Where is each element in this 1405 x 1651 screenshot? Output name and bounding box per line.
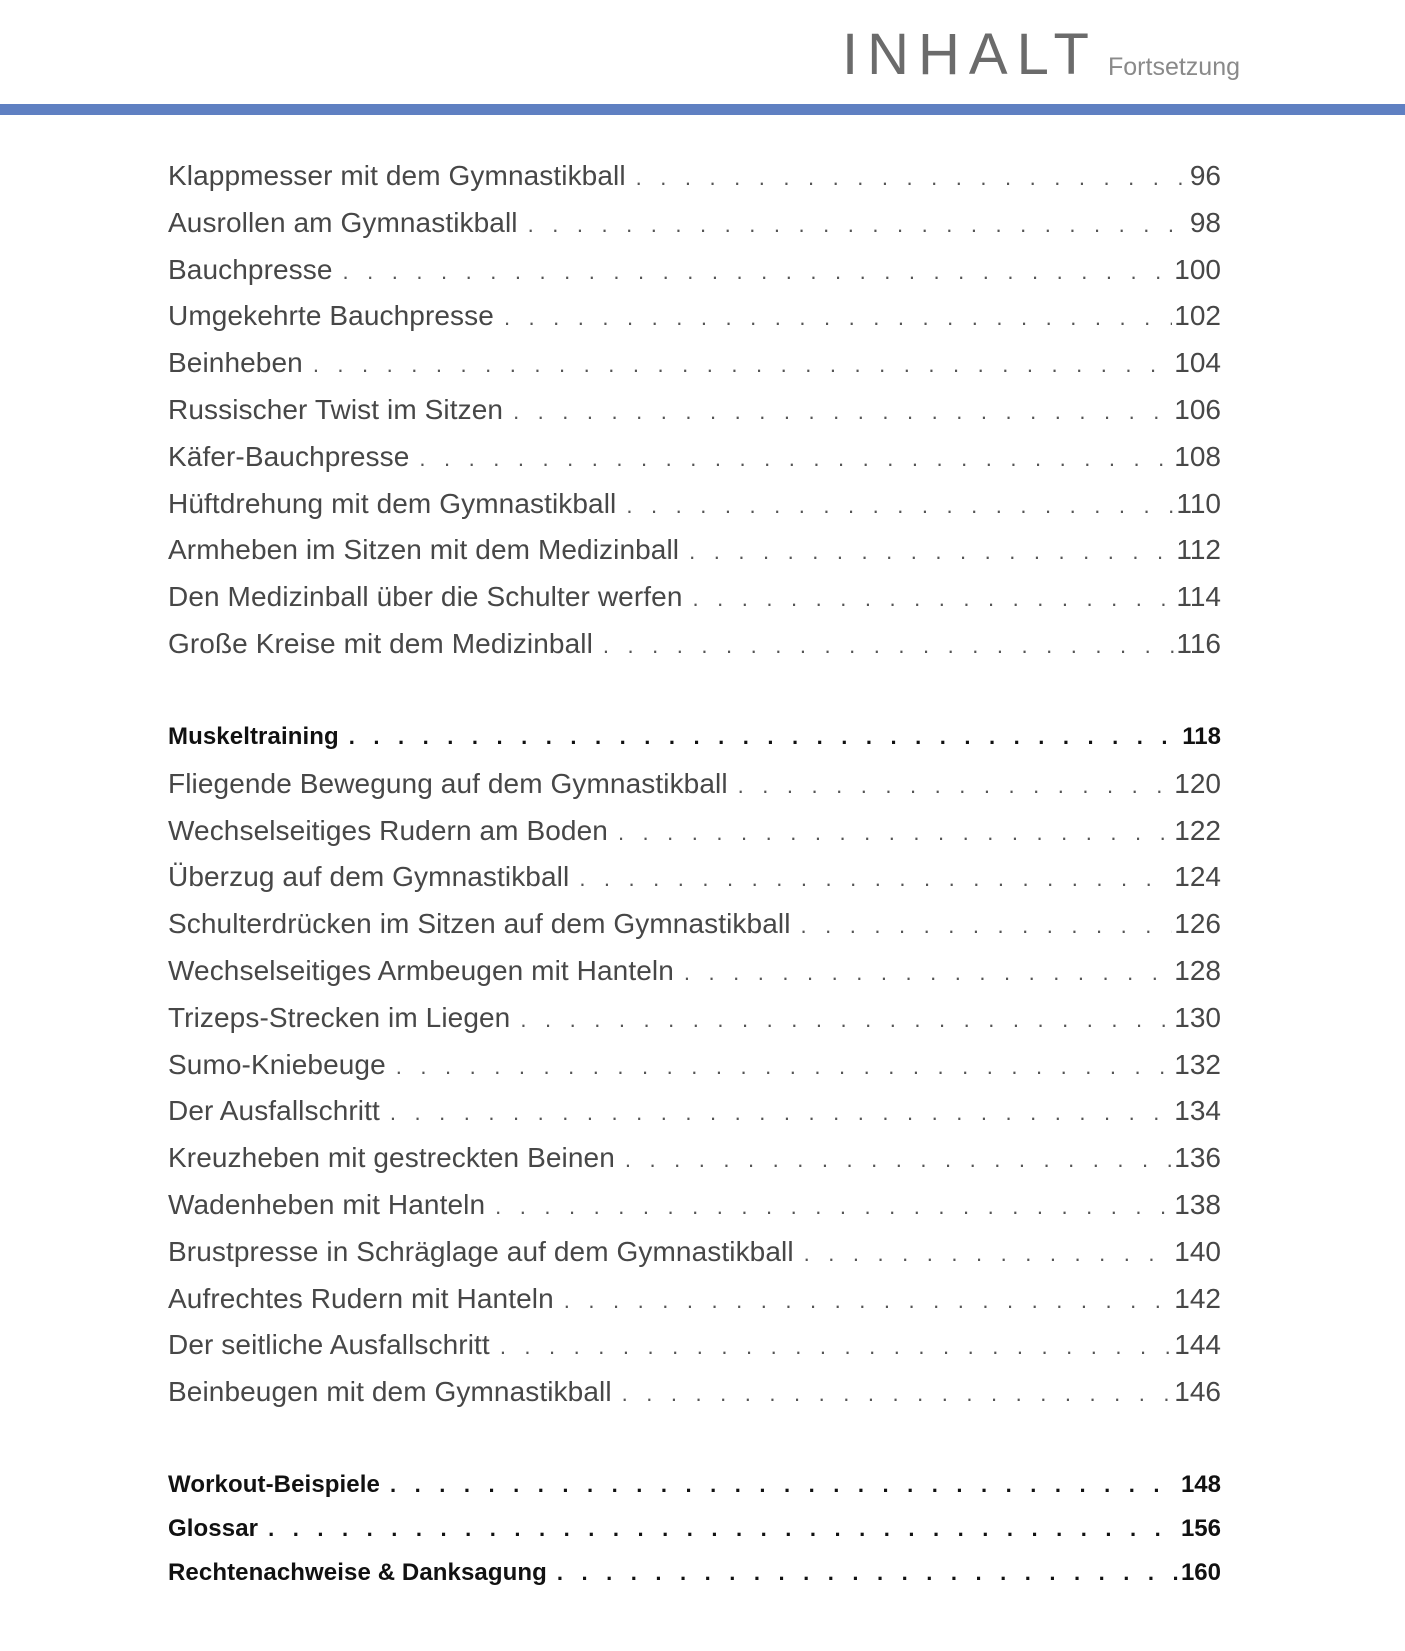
toc-entry-title: Wechselseitiges Rudern am Boden — [168, 814, 608, 846]
toc-leader-dots — [684, 960, 1172, 986]
toc-entry-title: Hüftdrehung mit dem Gymnastikball — [168, 487, 617, 519]
toc-heading-page: 118 — [1182, 722, 1221, 750]
table-of-contents — [168, 160, 1221, 1651]
toc-heading-title: Workout-Beispiele — [168, 1470, 380, 1498]
toc-entry[interactable] — [168, 1283, 1221, 1330]
toc-leader-dots — [313, 352, 1172, 378]
toc-entry-title: Trizeps-Strecken im Liegen — [168, 1001, 511, 1033]
toc-entry[interactable] — [168, 534, 1221, 581]
toc-entry-title: Armheben im Sitzen mit dem Medizinball — [168, 534, 680, 566]
toc-leader-dots — [419, 446, 1172, 472]
toc-entry-page: 126 — [1174, 908, 1221, 940]
header-rule — [0, 104, 1405, 115]
toc-entry[interactable] — [168, 207, 1221, 254]
toc-entry[interactable] — [168, 1189, 1221, 1236]
toc-entry-title: Bauchpresse — [168, 253, 333, 285]
toc-entry[interactable] — [168, 908, 1221, 955]
toc-leader-dots — [564, 1288, 1173, 1314]
toc-entry-title: Der seitliche Ausfallschritt — [168, 1329, 490, 1361]
toc-entry[interactable] — [168, 1002, 1221, 1049]
toc-entry-title: Große Kreise mit dem Medizinball — [168, 627, 593, 659]
toc-entry[interactable] — [168, 768, 1221, 815]
toc-entry-page: 138 — [1174, 1188, 1221, 1220]
toc-entry-title: Kreuzheben mit gestreckten Beinen — [168, 1142, 615, 1174]
toc-entry-page: 108 — [1174, 440, 1221, 472]
toc-entry-title: Russischer Twist im Sitzen — [168, 393, 504, 425]
toc-entry[interactable] — [168, 955, 1221, 1002]
page-subtitle: Fortsetzung — [1108, 53, 1241, 81]
toc-leader-dots — [495, 1194, 1172, 1220]
toc-entry-page: 134 — [1174, 1095, 1221, 1127]
toc-leader-dots — [622, 1381, 1173, 1407]
page-header — [0, 0, 1405, 110]
toc-heading-title: Rechtenachweise & Danksagung — [168, 1558, 547, 1586]
toc-leader-dots — [268, 1516, 1179, 1542]
toc-entry-page: 142 — [1174, 1282, 1221, 1314]
toc-entry[interactable] — [168, 628, 1221, 675]
toc-entry-title: Käfer-Bauchpresse — [168, 440, 410, 472]
toc-entry-title: Überzug auf dem Gymnastikball — [168, 861, 570, 893]
toc-heading[interactable] — [168, 723, 1221, 768]
toc-entry[interactable] — [168, 815, 1221, 862]
toc-entry-title: Brustpresse in Schräglage auf dem Gymnastikball — [168, 1235, 794, 1267]
toc-leader-dots — [689, 539, 1174, 565]
toc-entry-page: 140 — [1174, 1235, 1221, 1267]
toc-entry[interactable] — [168, 441, 1221, 488]
toc-entry-page: 124 — [1174, 861, 1221, 893]
toc-entry-page: 116 — [1176, 627, 1221, 659]
page-title: INHALT — [842, 22, 1098, 87]
toc-entry-page: 132 — [1174, 1048, 1221, 1080]
toc-heading-page: 160 — [1180, 1558, 1221, 1586]
toc-section-muskeltraining — [168, 723, 1221, 1423]
toc-entry-page: 122 — [1174, 814, 1221, 846]
toc-entry-page: 144 — [1174, 1329, 1221, 1361]
toc-heading[interactable] — [168, 1559, 1221, 1603]
toc-leader-dots — [349, 724, 1181, 750]
toc-entry-page: 112 — [1176, 534, 1221, 566]
toc-entry-page: 114 — [1176, 581, 1221, 613]
toc-entry-title: Ausrollen am Gymnastikball — [168, 206, 518, 238]
toc-entry[interactable] — [168, 347, 1221, 394]
toc-leader-dots — [804, 1241, 1173, 1267]
toc-entry-title: Umgekehrte Bauchpresse — [168, 300, 494, 332]
toc-entry-title: Klappmesser mit dem Gymnastikball — [168, 160, 626, 191]
toc-leader-dots — [557, 1560, 1179, 1586]
toc-entry[interactable] — [168, 394, 1221, 441]
toc-entry[interactable] — [168, 1142, 1221, 1189]
toc-leader-dots — [528, 212, 1188, 238]
toc-leader-dots — [579, 866, 1172, 892]
toc-leader-dots — [504, 305, 1172, 331]
toc-entry-page: 104 — [1174, 347, 1221, 379]
toc-leader-dots — [738, 773, 1173, 799]
toc-heading-page: 148 — [1180, 1470, 1221, 1498]
toc-heading-title: Glossar — [168, 1514, 259, 1542]
toc-heading[interactable] — [168, 1515, 1221, 1559]
toc-entry-title: Aufrechtes Rudern mit Hanteln — [168, 1282, 554, 1314]
toc-leader-dots — [390, 1472, 1179, 1498]
toc-leader-dots — [693, 586, 1175, 612]
toc-entry-page: 98 — [1189, 206, 1221, 238]
toc-entry-page: 106 — [1174, 393, 1221, 425]
toc-heading-title: Muskeltraining — [168, 722, 339, 750]
toc-section-core — [168, 160, 1221, 675]
toc-leader-dots — [500, 1334, 1172, 1360]
toc-leader-dots — [603, 633, 1174, 659]
toc-entry-title: Fliegende Bewegung auf dem Gymnastikball — [168, 767, 728, 799]
toc-leader-dots — [626, 493, 1174, 519]
toc-leader-dots — [625, 1147, 1172, 1173]
toc-entry-page: 146 — [1174, 1376, 1221, 1408]
toc-heading-page: 156 — [1180, 1514, 1221, 1542]
toc-entry[interactable] — [168, 581, 1221, 628]
toc-entry[interactable] — [168, 488, 1221, 535]
toc-entry[interactable] — [168, 300, 1221, 347]
toc-entry[interactable] — [168, 1095, 1221, 1142]
toc-leader-dots — [618, 820, 1172, 846]
toc-leader-dots — [390, 1100, 1172, 1126]
toc-leader-dots — [801, 913, 1173, 939]
toc-entry-title: Wechselseitiges Armbeugen mit Hanteln — [168, 954, 674, 986]
toc-entry[interactable] — [168, 1376, 1221, 1423]
toc-entry-title: Beinbeugen mit dem Gymnastikball — [168, 1376, 612, 1408]
toc-entry-title: Sumo-Kniebeuge — [168, 1048, 386, 1080]
toc-section-appendix — [168, 1471, 1221, 1603]
toc-entry-page: 102 — [1174, 300, 1221, 332]
toc-entry-page: 136 — [1174, 1142, 1221, 1174]
toc-entry-page: 130 — [1174, 1001, 1221, 1033]
toc-entry-title: Der Ausfallschritt — [168, 1095, 380, 1127]
toc-entry-title: Beinheben — [168, 347, 303, 379]
toc-entry-title: Schulterdrücken im Sitzen auf dem Gymnastikball — [168, 908, 791, 940]
toc-leader-dots — [343, 259, 1173, 285]
toc-entry-title: Den Medizinball über die Schulter werfen — [168, 581, 683, 613]
toc-entry-page: 100 — [1174, 253, 1221, 285]
toc-entry[interactable] — [168, 861, 1221, 908]
toc-entry[interactable] — [168, 1236, 1221, 1283]
toc-entry-page: 120 — [1174, 767, 1221, 799]
toc-entry[interactable] — [168, 1329, 1221, 1376]
toc-entry-page: 96 — [1189, 160, 1221, 191]
toc-entry[interactable] — [168, 1049, 1221, 1096]
toc-leader-dots — [513, 399, 1172, 425]
toc-leader-dots — [520, 1007, 1172, 1033]
toc-entry[interactable] — [168, 254, 1221, 301]
toc-heading[interactable] — [168, 1471, 1221, 1515]
toc-entry-title: Wadenheben mit Hanteln — [168, 1188, 486, 1220]
toc-leader-dots — [396, 1054, 1173, 1080]
toc-entry[interactable] — [168, 160, 1221, 207]
toc-entry-page: 110 — [1176, 487, 1221, 519]
toc-entry-page: 128 — [1174, 954, 1221, 986]
toc-leader-dots — [636, 165, 1188, 191]
